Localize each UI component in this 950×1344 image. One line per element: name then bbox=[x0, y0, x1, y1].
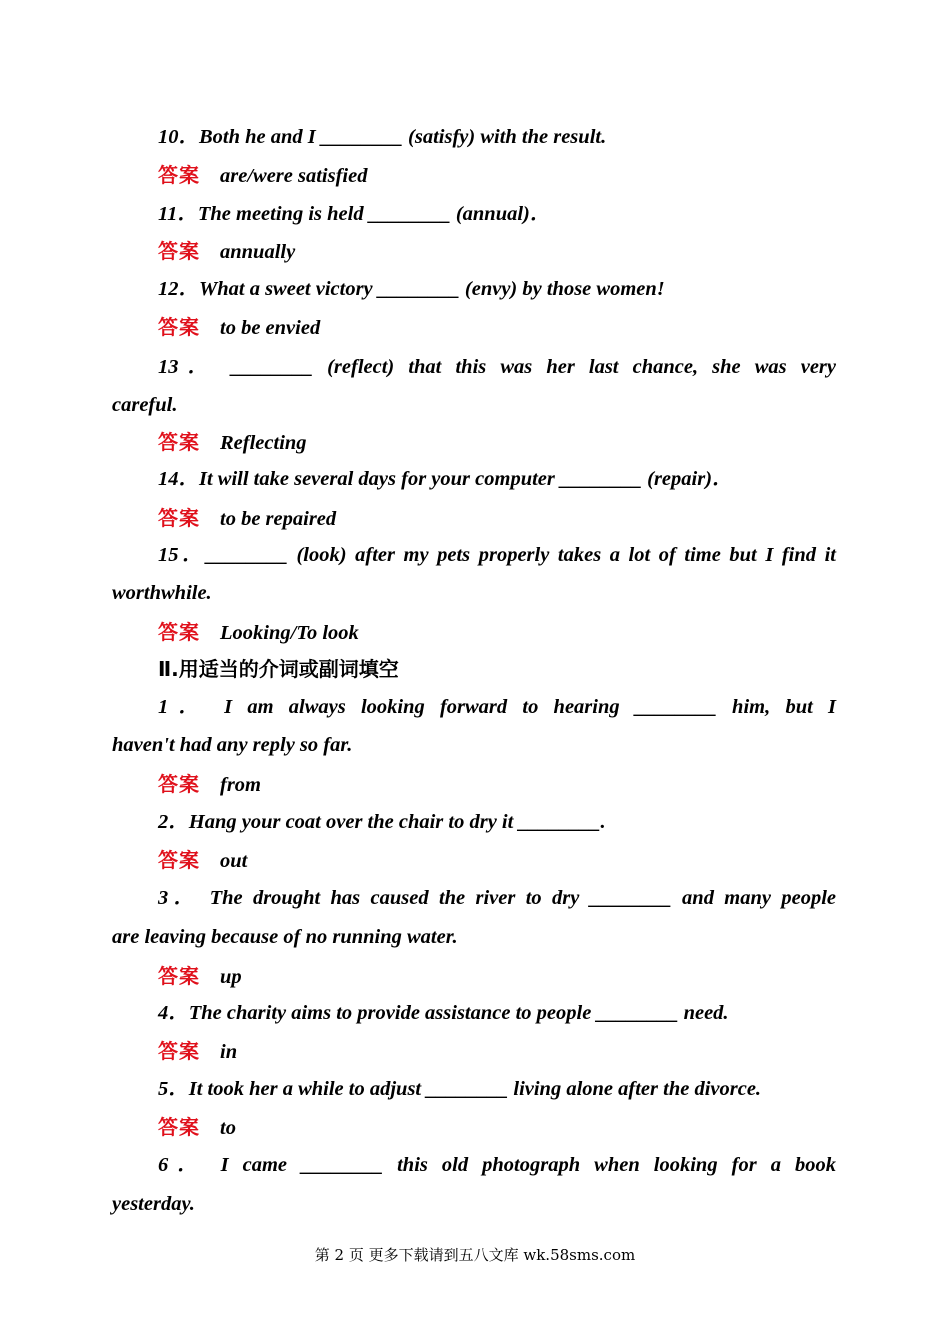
question-line: 13． ________ (reflect) that this was her last chance, she was very bbox=[158, 356, 836, 378]
question-line: 15．________ (look) after my pets properly takes a lot of time but I find it bbox=[158, 544, 836, 566]
question-line: 2．Hang your coat over the chair to dry it ________. bbox=[158, 811, 606, 833]
question-line: 6． I came ________ this old photograph when looking for a book bbox=[158, 1154, 836, 1176]
answer-text: annually bbox=[220, 241, 296, 263]
answer-text: to be repaired bbox=[220, 508, 337, 530]
question-continuation: haven't had any reply so far. bbox=[112, 734, 353, 756]
question-line: 5．It took her a while to adjust ________ living alone after the divorce. bbox=[158, 1078, 762, 1100]
answer-label: 答案 bbox=[158, 163, 200, 187]
answer-text: in bbox=[220, 1041, 238, 1063]
question-continuation: are leaving because of no running water. bbox=[112, 926, 458, 948]
answer-label: 答案 bbox=[158, 848, 200, 872]
answer-label: 答案 bbox=[158, 430, 200, 454]
answer-label: 答案 bbox=[158, 506, 200, 530]
answer-label: 答案 bbox=[158, 964, 200, 988]
answer-line bbox=[0, 236, 950, 266]
answer-label: 答案 bbox=[158, 315, 200, 339]
question-continuation: careful. bbox=[112, 394, 178, 416]
question-line: 10．Both he and I ________ (satisfy) with the result. bbox=[158, 126, 607, 148]
answer-label: 答案 bbox=[158, 239, 200, 263]
question-line: 11．The meeting is held ________ (annual)． bbox=[158, 203, 551, 225]
answer-line bbox=[0, 1036, 950, 1066]
answer-label: 答案 bbox=[158, 620, 200, 644]
question-line: 4．The charity aims to provide assistance to people ________ need. bbox=[158, 1002, 729, 1024]
answer-text: up bbox=[220, 966, 242, 988]
answer-line bbox=[0, 160, 950, 190]
answer-line bbox=[0, 617, 950, 647]
answer-label: 答案 bbox=[158, 772, 200, 796]
question-line: 1． I am always looking forward to hearing ________ him, but I bbox=[158, 696, 836, 718]
answer-line bbox=[0, 312, 950, 342]
section-heading: Ⅱ.用适当的介词或副词填空 bbox=[158, 657, 399, 681]
page-footer: 第 2 页 更多下载请到五八文库 wk.58sms.com bbox=[314, 1246, 636, 1264]
answer-text: Looking/To look bbox=[220, 622, 359, 644]
question-continuation: worthwhile. bbox=[112, 582, 212, 604]
question-line: 14．It will take several days for your computer ________ (repair)． bbox=[158, 468, 733, 490]
answer-line bbox=[0, 503, 950, 533]
answer-text: out bbox=[220, 850, 248, 872]
answer-text: to bbox=[220, 1117, 236, 1139]
question-line: 12．What a sweet victory ________ (envy) by those women! bbox=[158, 278, 665, 300]
answer-line bbox=[0, 427, 950, 457]
answer-text: from bbox=[220, 774, 261, 796]
answer-text: are/were satisfied bbox=[220, 165, 368, 187]
answer-line bbox=[0, 769, 950, 799]
question-continuation: yesterday. bbox=[112, 1193, 195, 1215]
answer-line bbox=[0, 961, 950, 991]
answer-label: 答案 bbox=[158, 1115, 200, 1139]
answer-text: to be envied bbox=[220, 317, 321, 339]
question-line: 3． The drought has caused the river to dry ________ and many people bbox=[158, 887, 836, 909]
answer-text: Reflecting bbox=[220, 432, 307, 454]
answer-line bbox=[0, 845, 950, 875]
answer-label: 答案 bbox=[158, 1039, 200, 1063]
answer-line bbox=[0, 1112, 950, 1142]
